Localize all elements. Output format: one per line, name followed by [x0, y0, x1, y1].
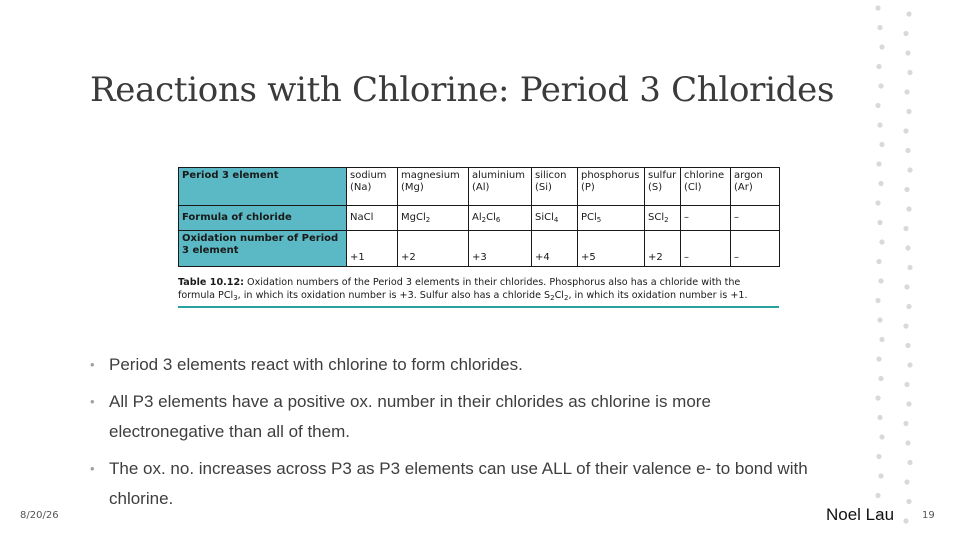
decorative-dot: [907, 167, 912, 172]
decorative-dot: [903, 518, 908, 523]
formula-cell-phosphorus: PCl$_5$: [578, 206, 645, 231]
formula-cell-argon: –: [731, 206, 780, 231]
decorative-dot: [877, 415, 882, 420]
decorative-dot: [875, 493, 880, 498]
oxidation-cell-phosphorus: +5: [578, 231, 645, 267]
decorative-dot: [879, 142, 884, 147]
row-label-oxidation-number: Oxidation number of Period 3 element: [179, 231, 347, 267]
slide-title: Reactions with Chlorine: Period 3 Chlorides: [90, 70, 835, 110]
formula-cell-magnesium: MgCl$_2$: [398, 206, 469, 231]
decorative-dot: [876, 259, 881, 264]
decorative-dot: [907, 70, 912, 75]
oxidation-cell-chlorine: –: [681, 231, 731, 267]
decorative-dot: [878, 83, 883, 88]
decorative-dot: [906, 109, 911, 114]
decorative-dot: [878, 376, 883, 381]
decorative-dot: [879, 337, 884, 342]
bullet-item: • Period 3 elements react with chlorine to form chlorides.: [90, 350, 810, 380]
formula-cell-silicon: SiCl$_4$: [532, 206, 578, 231]
decorative-dot: [876, 161, 881, 166]
decorative-dot: [904, 89, 909, 94]
element-cell-aluminium: aluminium (Al): [469, 168, 532, 206]
oxidation-table-container: [178, 167, 779, 267]
footer-author: Noel Lau: [826, 505, 895, 524]
decorative-dot: [876, 356, 881, 361]
decorative-dot: [879, 239, 884, 244]
decorative-dot: [876, 64, 881, 69]
row-label-formula-of-chloride: Formula of chloride: [179, 206, 347, 231]
decorative-dot: [904, 382, 909, 387]
decorative-dot: [879, 44, 884, 49]
oxidation-cell-magnesium: +2: [398, 231, 469, 267]
decorative-dot-pattern: [868, 0, 928, 540]
row-label-period-3-element: Period 3 element: [179, 168, 347, 206]
element-cell-chlorine: chlorine (Cl): [681, 168, 731, 206]
decorative-dot: [877, 122, 882, 127]
decorative-dot: [905, 440, 910, 445]
slide-number: 19: [922, 510, 935, 521]
decorative-dot: [877, 220, 882, 225]
decorative-dot: [907, 265, 912, 270]
element-cell-sulfur: sulfur (S): [645, 168, 681, 206]
decorative-dot: [906, 11, 911, 16]
bullet-item: • All P3 elements have a positive ox. number in their chlorides as chlorine is more electronegative than all of them.: [90, 387, 810, 447]
decorative-dot: [905, 343, 910, 348]
element-cell-magnesium: magnesium (Mg): [398, 168, 469, 206]
element-cell-sodium: sodium (Na): [347, 168, 398, 206]
decorative-dot: [875, 5, 880, 10]
decorative-dot: [903, 421, 908, 426]
decorative-dot: [875, 395, 880, 400]
bullet-list: [90, 350, 810, 521]
oxidation-cell-silicon: +4: [532, 231, 578, 267]
decorative-dot: [878, 181, 883, 186]
table-row-elements: [179, 168, 780, 206]
oxidation-table: [178, 167, 780, 267]
decorative-dot: [875, 103, 880, 108]
decorative-dot: [877, 317, 882, 322]
formula-cell-chlorine: –: [681, 206, 731, 231]
decorative-dot: [903, 323, 908, 328]
decorative-dot: [906, 304, 911, 309]
bullet-marker: •: [90, 357, 95, 372]
decorative-dot: [905, 245, 910, 250]
element-cell-silicon: silicon (Si): [532, 168, 578, 206]
decorative-dot: [906, 206, 911, 211]
decorative-dot: [906, 401, 911, 406]
oxidation-cell-argon: –: [731, 231, 780, 267]
decorative-dot: [876, 454, 881, 459]
bullet-marker: •: [90, 461, 95, 476]
decorative-dot: [903, 226, 908, 231]
formula-cell-sodium: NaCl: [347, 206, 398, 231]
decorative-dot: [906, 499, 911, 504]
caption-label: Table 10.12:: [178, 277, 244, 288]
decorative-dot: [904, 284, 909, 289]
decorative-dot: [904, 187, 909, 192]
element-cell-argon: argon (Ar): [731, 168, 780, 206]
footer-date: 8/20/26: [20, 510, 59, 521]
oxidation-cell-aluminium: +3: [469, 231, 532, 267]
decorative-dot: [903, 31, 908, 36]
element-cell-phosphorus: phosphorus (P): [578, 168, 645, 206]
oxidation-cell-sulfur: +2: [645, 231, 681, 267]
table-row-oxidation-numbers: [179, 231, 780, 267]
decorative-dot: [878, 473, 883, 478]
table-caption: Table 10.12: Oxidation numbers of the Period 3 elements in their chlorides. Phosphorus also has a chloride with the formula PCl$_3$, in which its oxidation number is +3. Sulfur also has a chloride $S_2Cl_2$, in which its oxidation number is +1.: [178, 276, 779, 308]
decorative-dot: [905, 50, 910, 55]
decorative-dot: [907, 362, 912, 367]
decorative-dot: [907, 460, 912, 465]
oxidation-cell-sodium: +1: [347, 231, 398, 267]
bullet-marker: •: [90, 394, 95, 409]
decorative-dot: [905, 148, 910, 153]
decorative-dot: [875, 200, 880, 205]
decorative-dot: [904, 479, 909, 484]
decorative-dot: [877, 25, 882, 30]
decorative-dot: [879, 434, 884, 439]
table-row-formulas: [179, 206, 780, 231]
formula-cell-sulfur: SCl$_2$: [645, 206, 681, 231]
decorative-dot: [875, 298, 880, 303]
formula-cell-aluminium: $Al_2Cl_6$: [469, 206, 532, 231]
decorative-dot: [903, 128, 908, 133]
decorative-dot: [878, 278, 883, 283]
bullet-item: • The ox. no. increases across P3 as P3 elements can use ALL of their valence e- to bond with chlorine.: [90, 454, 810, 514]
